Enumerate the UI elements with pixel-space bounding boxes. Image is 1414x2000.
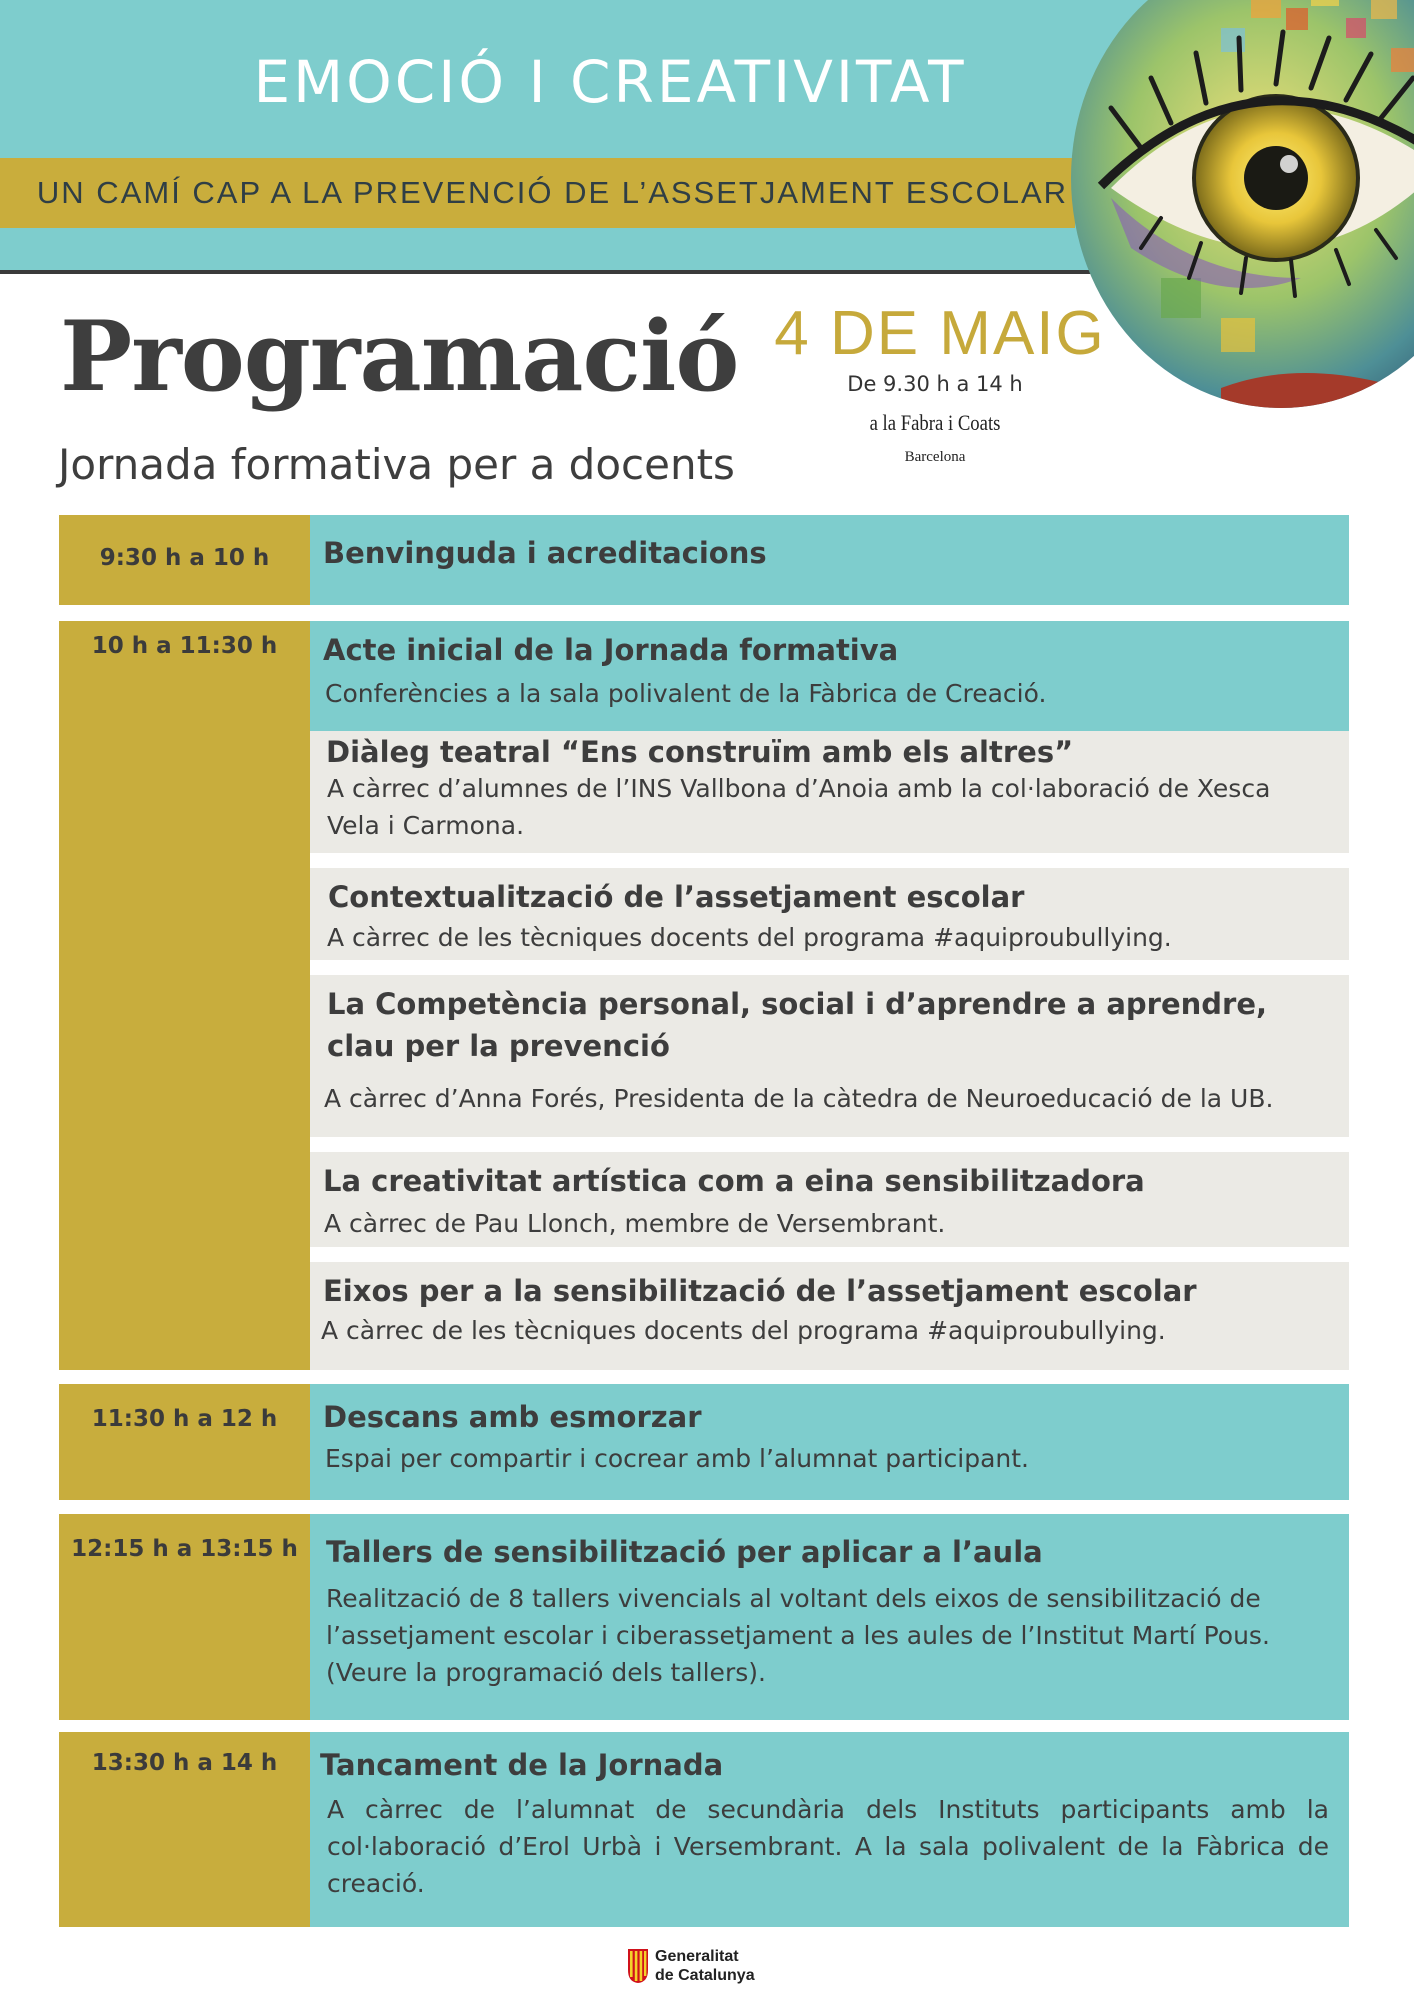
schedule-item-title: Acte inicial de la Jornada formativa: [323, 633, 899, 667]
generalitat-logo-text: [655, 1947, 755, 1985]
schedule-time: 10 h a 11:30 h: [91, 633, 278, 659]
schedule-item: [310, 731, 1349, 853]
schedule-item-desc: A càrrec d’Anna Forés, Presidenta de la càtedra de Neuroeducació de la UB.: [324, 1084, 1274, 1113]
schedule-item-desc: A càrrec de les tècniques docents del programa #aquiproubullying.: [327, 923, 1172, 952]
schedule-item-desc: A càrrec de les tècniques docents del programa #aquiproubullying.: [321, 1316, 1166, 1345]
schedule-item: [310, 1732, 1349, 1927]
schedule-item: [310, 1384, 1349, 1500]
schedule-time-cell: [59, 1732, 310, 1927]
schedule-item-desc: A càrrec de Pau Llonch, membre de Versembrant.: [324, 1209, 946, 1238]
schedule-item-desc: Espai per compartir i cocrear amb l’alumnat participant.: [325, 1444, 1029, 1473]
schedule-item-title: Contextualització de l’assetjament escolar: [328, 880, 1025, 914]
schedule-time-cell: [59, 621, 310, 1370]
event-place: a la Fabra i Coats: [869, 410, 1001, 435]
eye-art-icon: [1071, 0, 1414, 408]
poster-subtitle: UN CAMÍ CAP A LA PREVENCIÓ DE L’ASSETJAMENT ESCOLAR: [36, 175, 1069, 210]
schedule-time: 9:30 h a 10 h: [99, 545, 270, 571]
schedule-item-desc: Realització de 8 tallers vivencials al voltant dels eixos de sensibilització de l’assetjament escolar i ciberassetjament a les aules de l’Institut Martí Pous. (Veure la programació dels tallers).: [326, 1584, 1270, 1687]
schedule-time-cell: [59, 515, 310, 605]
header-divider: [0, 270, 1100, 274]
schedule-time-cell: [59, 1514, 310, 1720]
schedule-time: 12:15 h a 13:15 h: [71, 1536, 298, 1562]
schedule-item: [310, 621, 1349, 731]
schedule-item-desc: A càrrec d’alumnes de l’INS Vallbona d’Anoia amb la col·laboració de Xesca Vela i Carmona.: [327, 774, 1271, 840]
schedule-item: [310, 515, 1349, 605]
event-hours: De 9.30 h a 14 h: [847, 372, 1023, 396]
schedule-item-title: Benvinguda i acreditacions: [323, 536, 767, 570]
schedule-item: [310, 1514, 1349, 1720]
poster-title: EMOCIÓ I CREATIVITAT: [253, 48, 967, 116]
schedule-item-title: La creativitat artística com a eina sensibilitzadora: [323, 1164, 1145, 1198]
schedule-time-cell: [59, 1384, 310, 1500]
page-subtitle: Jornada formativa per a docents: [58, 440, 735, 489]
generalitat-logo-icon: [627, 1948, 649, 1984]
schedule-item-title: Descans amb esmorzar: [323, 1400, 702, 1434]
schedule-item-desc: Conferències a la sala polivalent de la Fàbrica de Creació.: [325, 679, 1047, 708]
generalitat-line2: de Catalunya: [655, 1967, 755, 1984]
schedule-item: [310, 1152, 1349, 1247]
schedule-item-title: Eixos per a la sensibilització de l’assetjament escolar: [323, 1274, 1197, 1308]
schedule-item-title: Diàleg teatral “Ens construïm amb els altres”: [326, 735, 1074, 769]
event-city: Barcelona: [904, 449, 966, 465]
schedule-item-desc: A càrrec de l’alumnat de secundària dels Instituts participants amb la col·laboració d’Erol Urbà i Versembrant. A la sala polivalent de la Fàbrica de creació.: [327, 1795, 1329, 1898]
schedule-item-title: Tallers de sensibilització per aplicar a l’aula: [326, 1535, 1043, 1569]
schedule-time: 11:30 h a 12 h: [91, 1406, 278, 1432]
page-title: Programació: [60, 300, 739, 413]
schedule-item: [310, 868, 1349, 960]
schedule-item-title: Tancament de la Jornada: [320, 1748, 724, 1782]
schedule-item-title: La Competència personal, social i d’aprendre a aprendre, clau per la prevenció: [327, 987, 1268, 1063]
generalitat-line1: Generalitat: [655, 1948, 739, 1965]
schedule-time: 13:30 h a 14 h: [91, 1750, 278, 1776]
event-date: 4 DE MAIG: [774, 299, 1106, 368]
schedule-item: [310, 1262, 1349, 1370]
schedule-item: [310, 975, 1349, 1137]
